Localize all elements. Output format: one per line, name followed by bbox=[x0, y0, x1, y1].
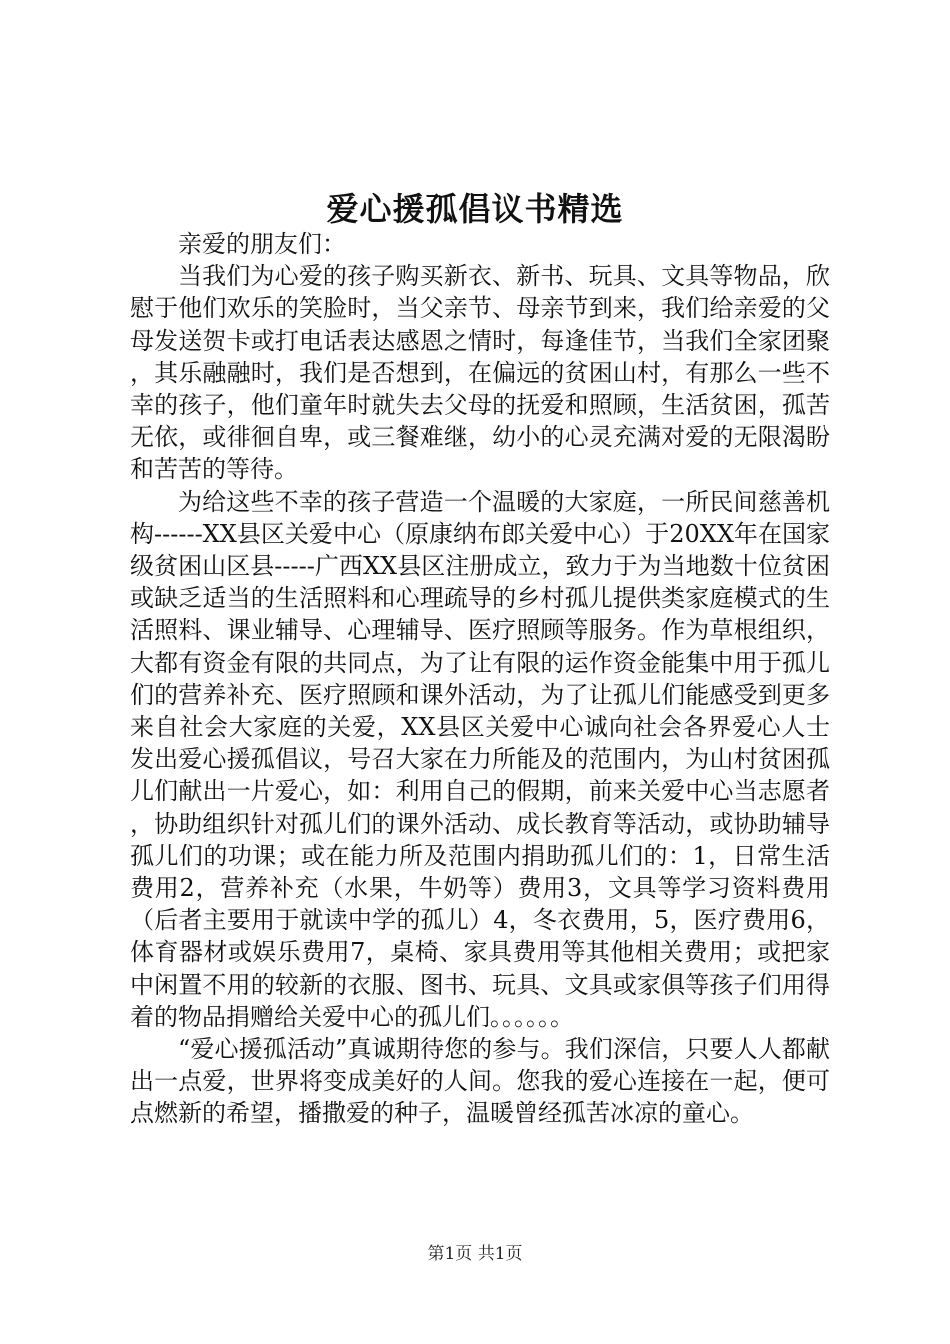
document-title: 爱心援孤倡议书精选 bbox=[326, 190, 624, 228]
paragraph-3: “爱心援孤活动”真诚期待您的参与。我们深信，只要人人都献出一点爱，世界将变成美好的人间。您我的爱心连接在一起，便可点燃新的希望，播撒爱的种子，温暖曾经孤苦冰凉的童心。 bbox=[130, 1035, 830, 1128]
document-body bbox=[130, 228, 830, 1130]
paragraph-2: 为给这些不幸的孩子营造一个温暖的大家庭，一所民间慈善机构------XX县区关爱中心（原康纳布郎关爱中心）于20XX年在国家级贫困山区县-----广西XX县区注册成立，致力于为当地数十位贫困或缺乏适当的生活照料和心理疏导的乡村孤儿提供类家庭模式的生活照料、课业辅导、心理辅导、医疗照顾等服务。作为草根组织，大都有资金有限的共同点，为了让有限的运作资金能集中用于孤儿们的营养补充、医疗照顾和课外活动，为了让孤儿们能感受到更多来自社会大家庭的关爱，XX县区关爱中心诚向社会各界爱心人士发出爱心援孤倡议，号召大家在力所能及的范围内，为山村贫困孤儿们献出一片爱心，如：利用自己的假期，前来关爱中心当志愿者，协助组织针对孤儿们的课外活动、成长教育等活动，或协助辅导孤儿们的功课；或在能力所及范围内捐助孤儿们的：1，日常生活费用2，营养补充（水果，牛奶等）费用3，文具等学习资料费用（后者主要用于就读中学的孤儿）4，冬衣费用，5，医疗费用6，体育器材或娱乐费用7，桌椅、家具费用等其他相关费用；或把家中闲置不用的较新的衣服、图书、玩具、文具或家俱等孩子们用得着的物品捐赠给关爱中心的孤儿们。。。。。。 bbox=[130, 487, 830, 1031]
page-footer: 第1页 共1页 bbox=[427, 1244, 523, 1264]
paragraph-1: 当我们为心爱的孩子购买新衣、新书、玩具、文具等物品，欣慰于他们欢乐的笑脸时，当父亲节、母亲节到来，我们给亲爱的父母发送贺卡或打电话表达感恩之情时，每逢佳节，当我们全家团聚，其乐融融时，我们是否想到，在偏远的贫困山村，有那么一些不幸的孩子，他们童年时就失去父母的抚爱和照顾，生活贫困，孤苦无依，或徘徊自卑，或三餐难继，幼小的心灵充满对爱的无限渴盼和苦苦的等待。 bbox=[130, 262, 830, 484]
salutation: 亲爱的朋友们： bbox=[178, 230, 346, 258]
